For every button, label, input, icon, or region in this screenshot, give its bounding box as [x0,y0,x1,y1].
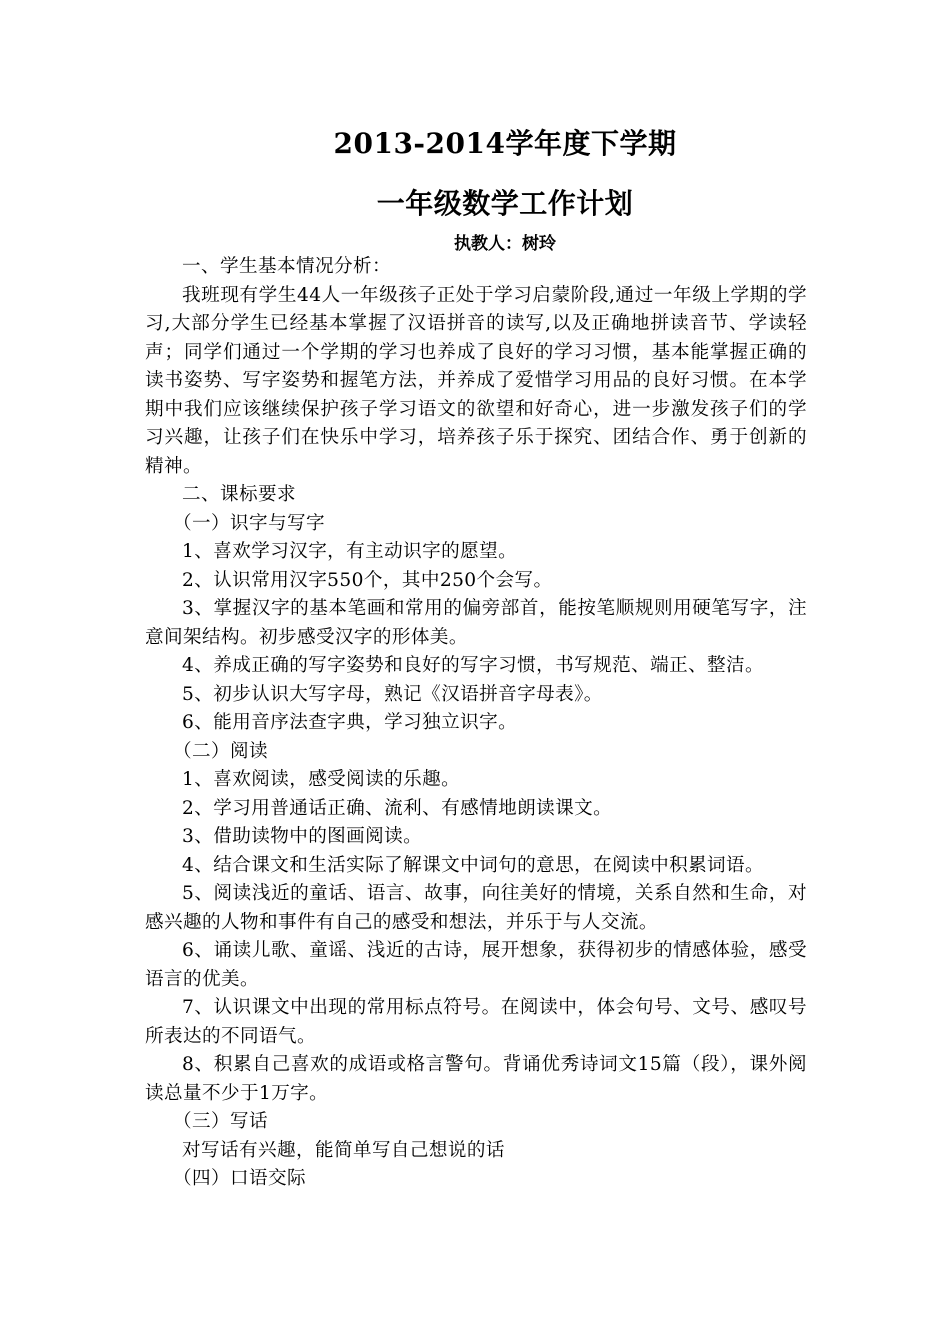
subsection-heading-writing: （三）写话 [173,1111,268,1132]
list-item: 3、掌握汉字的基本笔画和常用的偏旁部首，能按笔顺规则用硬笔写字，注意间架结构。初步感受汉字的形体美。 [145,598,807,648]
paragraph-student-analysis: 我班现有学生44人一年级孩子正处于学习启蒙阶段,通过一年级上学期的学习,大部分学生已经基本掌握了汉语拼音的读写,以及正确地拼读音节、学读轻声；同学们通过一个学期的学习也养成了良好的学习习惯，基本能掌握正确的读书姿势、写字姿势和握笔方法，并养成了爱惜学习用品的良好习惯。在本学期中我们应该继续保护孩子学习语文的欲望和好奇心，进一步激发孩子们的学习兴趣，让孩子们在快乐中学习，培养孩子乐于探究、团结合作、勇于创新的精神。 [145,284,807,477]
list-item: 2、学习用普通话正确、流利、有感情地朗读课文。 [182,797,613,819]
paragraph-writing: 对写话有兴趣，能简单写自己想说的话 [182,1139,505,1161]
list-item: 2、认识常用汉字550个，其中250个会写。 [182,569,553,591]
subsection-heading-literacy: （一）识字与写字 [173,512,325,534]
section-heading-student-analysis: 一、学生基本情况分析： [182,256,391,277]
document-title-line1: 2013-2014学年度下学期 [333,127,677,160]
list-item: 4、结合课文和生活实际了解课文中词句的意思，在阅读中积累词语。 [182,854,765,876]
section-heading-curriculum: 二、课标要求 [182,484,296,505]
list-item: 3、借助读物中的图画阅读。 [182,826,423,847]
document-author: 执教人：树玲 [454,234,556,254]
list-item: 5、初步认识大写字母，熟记《汉语拼音字母表》。 [182,683,603,705]
subsection-heading-reading: （二）阅读 [173,740,268,762]
document-body [145,253,807,1194]
list-item: 1、喜欢阅读，感受阅读的乐趣。 [182,769,461,790]
document-title-line2: 一年级数学工作计划 [376,187,634,220]
list-item: 8、积累自己喜欢的成语或格言警句。背诵优秀诗词文15篇（段），课外阅读总量不少于1万字。 [145,1054,807,1104]
list-item: 6、诵读儿歌、童谣、浅近的古诗，展开想象，获得初步的情感体验，感受语言的优美。 [145,940,807,990]
list-item: 1、喜欢学习汉字，有主动识字的愿望。 [182,541,518,562]
list-item: 6、能用音序法查字典，学习独立识字。 [182,712,518,733]
list-item: 4、养成正确的写字姿势和良好的写字习惯，书写规范、端正、整洁。 [182,655,765,676]
list-item: 5、阅读浅近的童话、语言、故事，向往美好的情境，关系自然和生命，对感兴趣的人物和事件有自己的感受和想法，并乐于与人交流。 [145,883,807,933]
list-item: 7、认识课文中出现的常用标点符号。在阅读中，体会句号、文号、感叹号所表达的不同语气。 [145,997,807,1047]
subsection-heading-oral: （四）口语交际 [173,1168,306,1189]
